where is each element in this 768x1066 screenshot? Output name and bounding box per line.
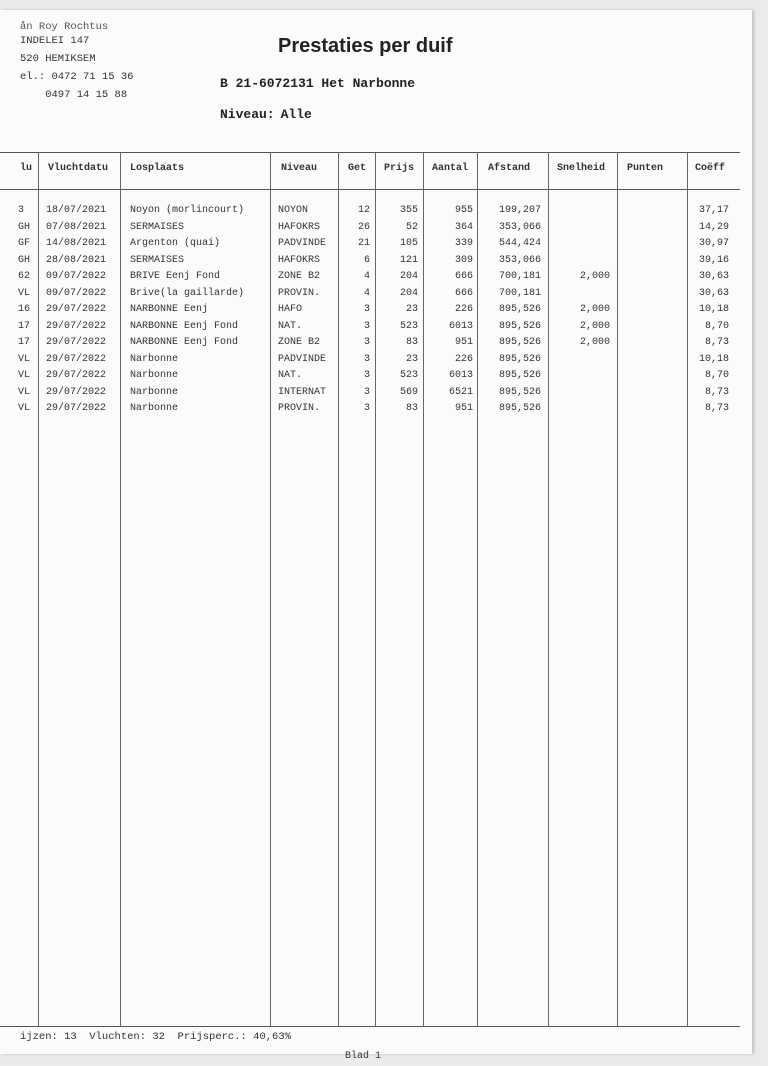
col-entered: 3 <box>363 304 370 315</box>
col-prize: 355 <box>399 205 418 216</box>
table-header-line <box>0 189 740 190</box>
col-speed: 2,000 <box>579 304 610 315</box>
table-row <box>0 320 740 336</box>
col-date: 18/07/2021 <box>46 205 107 216</box>
col-speed: 2,000 <box>579 271 610 282</box>
col-coeff: 10,18 <box>698 304 729 315</box>
col-code: 3 <box>18 205 25 216</box>
col-distance: 700,181 <box>498 271 541 282</box>
col-count: 666 <box>454 271 473 282</box>
col-code: VL <box>18 386 31 398</box>
col-code: 17 <box>18 320 31 332</box>
col-entered: 4 <box>363 271 370 282</box>
col-location: SERMAISES <box>130 254 185 266</box>
col-prize: 23 <box>405 304 418 315</box>
col-code: GH <box>18 221 31 233</box>
col-distance: 353,066 <box>498 221 541 233</box>
col-count: 955 <box>454 205 473 216</box>
col-level: HAFOKRS <box>278 221 321 233</box>
col-count: 364 <box>454 221 473 233</box>
col-level: PADVINDE <box>278 353 327 365</box>
table-row <box>0 254 740 270</box>
table-row <box>0 402 740 418</box>
col-prize: 523 <box>399 320 418 332</box>
col-entered: 26 <box>357 221 370 233</box>
table-row <box>0 204 740 220</box>
col-level: PROVIN. <box>278 287 321 299</box>
col-coeff: 10,18 <box>698 353 729 365</box>
col-location: Narbonne <box>130 386 179 398</box>
document-sheet <box>0 10 752 1062</box>
col-date: 29/07/2022 <box>46 337 107 348</box>
col-date: 29/07/2022 <box>46 304 107 315</box>
table-top-line <box>0 152 740 153</box>
col-prize: 105 <box>399 238 418 249</box>
col-count: 951 <box>454 403 473 414</box>
col-distance: 895,526 <box>498 304 541 315</box>
table-row <box>0 270 740 286</box>
col-entered: 3 <box>363 403 370 414</box>
col-location: SERMAISES <box>130 221 185 233</box>
col-distance: 700,181 <box>498 287 541 299</box>
col-code: VL <box>18 353 31 365</box>
col-distance: 895,526 <box>498 320 541 332</box>
col-location: Argenton (quai) <box>130 238 221 249</box>
col-coeff: 30,63 <box>698 287 729 299</box>
col-level: ZONE B2 <box>278 337 321 348</box>
header-col-date: Vluchtdatu <box>48 163 109 174</box>
col-count: 6013 <box>448 320 473 332</box>
col-speed: 2,000 <box>579 320 610 332</box>
level-value: Alle <box>280 107 312 122</box>
col-level: PROVIN. <box>278 403 321 414</box>
col-count: 666 <box>454 287 473 299</box>
col-prize: 121 <box>399 254 418 266</box>
page-number: Blad 1 <box>345 1051 382 1062</box>
col-prize: 569 <box>399 386 418 398</box>
pigeon-id: B 21-6072131 Het Narbonne <box>220 76 416 91</box>
col-code: GH <box>18 254 31 266</box>
col-date: 07/08/2021 <box>46 221 107 233</box>
header-col-distance: Afstand <box>488 163 531 174</box>
table-row <box>0 369 740 385</box>
col-date: 29/07/2022 <box>46 403 107 414</box>
table-row <box>0 287 740 303</box>
header-col-entered: Get <box>348 163 367 174</box>
col-distance: 895,526 <box>498 337 541 348</box>
summary-footer: ijzen: 13 Vluchten: 32 Prijsperc.: 40,63% <box>20 1031 291 1043</box>
col-location: Noyon (morlincourt) <box>130 205 245 216</box>
col-prize: 23 <box>405 353 418 365</box>
header-col-points: Punten <box>627 163 664 174</box>
col-location: NARBONNE Eenj <box>130 304 209 315</box>
col-code: 62 <box>18 271 31 282</box>
col-level: NOYON <box>278 205 309 216</box>
table-row <box>0 303 740 319</box>
col-location: NARBONNE Eenj Fond <box>130 320 239 332</box>
col-distance: 544,424 <box>498 238 541 249</box>
level-label: Niveau: <box>220 107 275 122</box>
col-count: 339 <box>454 238 473 249</box>
address-line-2: 520 HEMIKSEM <box>20 53 96 65</box>
col-prize: 83 <box>405 403 418 414</box>
col-level: HAFO <box>278 304 303 315</box>
page-title: Prestaties per duif <box>278 35 453 57</box>
col-level: ZONE B2 <box>278 271 321 282</box>
col-location: Narbonne <box>130 370 179 381</box>
col-prize: 204 <box>399 271 418 282</box>
col-date: 29/07/2022 <box>46 386 107 398</box>
header-col-coeff: Coëff <box>695 163 726 174</box>
col-entered: 21 <box>357 238 370 249</box>
col-level: INTERNAT <box>278 386 327 398</box>
col-date: 09/07/2022 <box>46 287 107 299</box>
col-coeff: 37,17 <box>698 205 729 216</box>
col-entered: 3 <box>363 320 370 332</box>
address-line-4: 0497 14 15 88 <box>20 89 128 101</box>
header-col-speed: Snelheid <box>557 163 606 174</box>
address-line-1: INDELEI 147 <box>20 35 90 47</box>
col-entered: 6 <box>363 254 370 266</box>
col-coeff: 14,29 <box>698 221 729 233</box>
header-col-level: Niveau <box>281 163 318 174</box>
level-line <box>220 107 312 122</box>
address-line-3: el.: 0472 71 15 36 <box>20 71 134 83</box>
col-level: NAT. <box>278 370 303 381</box>
col-coeff: 30,97 <box>698 238 729 249</box>
col-code: VL <box>18 403 31 414</box>
col-count: 226 <box>454 304 473 315</box>
table-row <box>0 386 740 402</box>
col-coeff: 8,70 <box>704 320 729 332</box>
col-date: 29/07/2022 <box>46 320 107 332</box>
address-block <box>20 21 134 104</box>
col-entered: 3 <box>363 386 370 398</box>
header-col-location: Losplaats <box>130 163 185 174</box>
col-coeff: 8,70 <box>704 370 729 381</box>
col-distance: 353,066 <box>498 254 541 266</box>
col-prize: 83 <box>405 337 418 348</box>
col-location: Narbonne <box>130 353 179 365</box>
col-entered: 3 <box>363 337 370 348</box>
table-row <box>0 237 740 253</box>
col-distance: 895,526 <box>498 370 541 381</box>
col-count: 6521 <box>448 386 473 398</box>
col-date: 28/08/2021 <box>46 254 107 266</box>
col-entered: 4 <box>363 287 370 299</box>
col-coeff: 39,16 <box>698 254 729 266</box>
table-row <box>0 221 740 237</box>
col-count: 6013 <box>448 370 473 381</box>
table-row <box>0 336 740 352</box>
table-bottom-line <box>0 1026 740 1027</box>
header-col-count: Aantal <box>432 163 469 174</box>
col-date: 29/07/2022 <box>46 370 107 381</box>
address-line-0: ån Roy Rochtus <box>20 21 109 33</box>
col-location: NARBONNE Eenj Fond <box>130 337 239 348</box>
col-code: 16 <box>18 304 31 315</box>
col-entered: 3 <box>363 370 370 381</box>
header-col-prize: Prijs <box>384 163 415 174</box>
col-code: 17 <box>18 337 31 348</box>
col-distance: 895,526 <box>498 386 541 398</box>
col-entered: 12 <box>357 205 370 216</box>
col-coeff: 8,73 <box>704 403 729 414</box>
col-code: VL <box>18 370 31 381</box>
col-entered: 3 <box>363 353 370 365</box>
col-coeff: 30,63 <box>698 271 729 282</box>
performance-table <box>0 142 740 1027</box>
col-level: HAFOKRS <box>278 254 321 266</box>
col-distance: 199,207 <box>498 205 541 216</box>
col-prize: 523 <box>399 370 418 381</box>
col-location: Narbonne <box>130 403 179 414</box>
col-location: Brive(la gaillarde) <box>130 287 245 299</box>
col-date: 09/07/2022 <box>46 271 107 282</box>
col-count: 309 <box>454 254 473 266</box>
col-location: BRIVE Eenj Fond <box>130 271 221 282</box>
header-col-code: lu <box>20 163 33 174</box>
col-code: VL <box>18 287 31 299</box>
col-level: NAT. <box>278 320 303 332</box>
col-prize: 204 <box>399 287 418 299</box>
col-coeff: 8,73 <box>704 386 729 398</box>
col-date: 14/08/2021 <box>46 238 107 249</box>
col-date: 29/07/2022 <box>46 353 107 365</box>
col-count: 226 <box>454 353 473 365</box>
col-coeff: 8,73 <box>704 337 729 348</box>
table-row <box>0 353 740 369</box>
col-prize: 52 <box>405 221 418 233</box>
col-speed: 2,000 <box>579 337 610 348</box>
col-level: PADVINDE <box>278 238 327 249</box>
col-distance: 895,526 <box>498 353 541 365</box>
col-count: 951 <box>454 337 473 348</box>
col-code: GF <box>18 238 31 249</box>
col-distance: 895,526 <box>498 403 541 414</box>
